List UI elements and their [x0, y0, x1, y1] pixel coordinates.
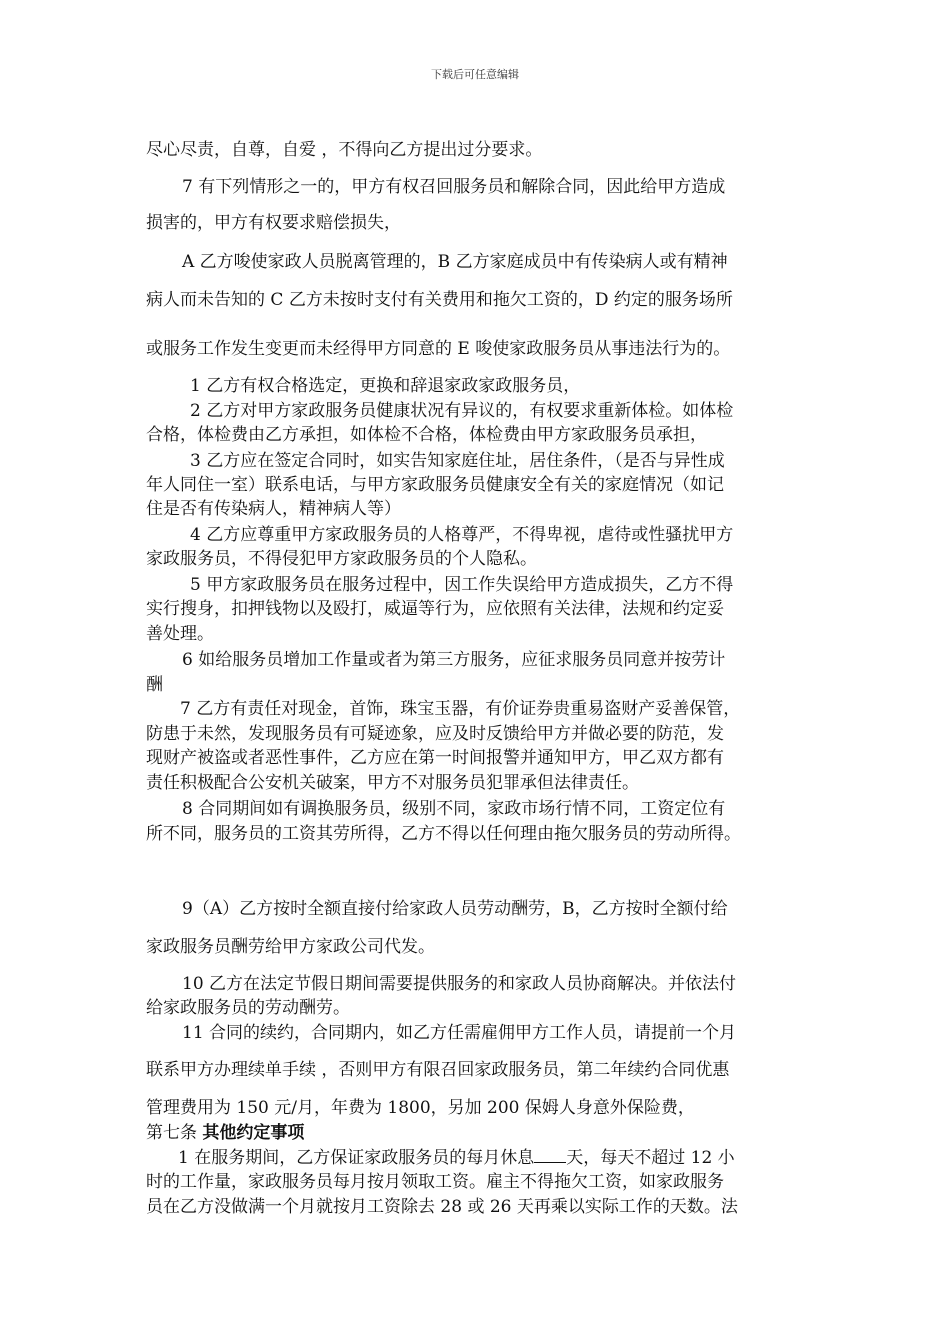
text-line: 2 乙方对甲方家政服务员健康状况有异议的，有权要求重新体检。如体检: [190, 401, 734, 421]
text-line: 10 乙方在法定节假日期间需要提供服务的和家政人员协商解决。并依法付: [182, 974, 737, 994]
text-line: 善处理。: [146, 624, 214, 644]
text-line: 年人同住一室）联系电话，与甲方家政服务员健康安全有关的家庭情况（如记: [146, 475, 724, 495]
article-title: 其他约定事项: [202, 1123, 305, 1143]
text-line: 员在乙方没做满一个月就按月工资除去 28 或 26 天再乘以实际工作的天数。法: [146, 1197, 738, 1217]
text-line: 7 有下列情形之一的，甲方有权召回服务员和解除合同，因此给甲方造成: [182, 177, 726, 197]
text-line: [178, 1146, 735, 1170]
text-line: 尽心尽责，自尊，自爱 ，不得向乙方提出过分要求。: [146, 140, 543, 160]
text-line: 实行搜身，扣押钱物以及殴打，威逼等行为，应依照有关法律，法规和约定妥: [146, 599, 724, 619]
blank-field: [534, 1146, 566, 1163]
text-line: 家政服务员，不得侵犯甲方家政服务员的个人隐私。: [146, 549, 537, 569]
text-line: 11 合同的续约，合同期内，如乙方任需雇佣甲方工作人员，请提前一个月: [182, 1023, 737, 1043]
text-line: 4 乙方应尊重甲方家政服务员的人格尊严，不得卑视，虐待或性骚扰甲方: [190, 525, 734, 545]
text-line: A 乙方唆使家政人员脱离管理的，B 乙方家庭成员中有传染病人或有精神: [182, 252, 728, 272]
text-line: 管理费用为 150 元/月，年费为 1800，另加 200 保姆人身意外保险费，: [146, 1098, 695, 1118]
text-line: 酬: [146, 675, 163, 695]
page-header: 下载后可任意编辑: [431, 68, 519, 81]
text-line: 所不同，服务员的工资其劳所得，乙方不得以任何理由拖欠服务员的劳动所得。: [146, 824, 741, 844]
text-line: 住是否有传染病人，精神病人等）: [146, 499, 401, 519]
text-line: 现财产被盗或者恶性事件，乙方应在第一时间报警并通知甲方，甲乙双方都有: [146, 748, 724, 768]
text-line: 病人而未告知的 C 乙方未按时支付有关费用和拖欠工资的，D 约定的服务场所: [146, 290, 733, 310]
text-line: 5 甲方家政服务员在服务过程中，因工作失误给甲方造成损失，乙方不得: [190, 575, 734, 595]
text-line: 防患于未然，发现服务员有可疑迹象，应及时反馈给甲方并做必要的防范，发: [146, 724, 724, 744]
text-line: 1 乙方有权合格选定，更换和辞退家政家政服务员，: [190, 376, 581, 396]
text-line: 7 乙方有责任对现金，首饰，珠宝玉器，有价证券贵重易盗财产妥善保管，: [180, 699, 741, 719]
text-line: 联系甲方办理续单手续 ，否则甲方有限召回家政服务员，第二年续约合同优惠: [146, 1060, 730, 1080]
text-line: 3 乙方应在签定合同时，如实告知家庭住址，居住条件，（是否与异性成: [190, 451, 725, 471]
text-line: 合格，体检费由乙方承担，如体检不合格，体检费由甲方家政服务员承担，: [146, 425, 707, 445]
text-line: 损害的，甲方有权要求赔偿损失，: [146, 213, 401, 233]
text-segment: 天，每天不超过 12 小: [566, 1148, 735, 1168]
article-heading: [146, 1121, 304, 1145]
text-line: 6 如给服务员增加工作量或者为第三方服务，应征求服务员同意并按劳计: [182, 650, 726, 670]
text-line: 8 合同期间如有调换服务员，级别不同，家政市场行情不同，工资定位有: [182, 799, 726, 819]
text-line: 或服务工作发生变更而未经得甲方同意的 E 唆使家政服务员从事违法行为的。: [146, 339, 731, 359]
article-prefix: 第七条: [146, 1123, 203, 1143]
text-segment: 1 在服务期间，乙方保证家政服务员的每月休息: [178, 1148, 535, 1168]
text-line: 给家政服务员的劳动酬劳。: [146, 998, 350, 1018]
text-line: 责任积极配合公安机关破案，甲方不对服务员犯罪承但法律责任。: [146, 773, 639, 793]
text-line: 时的工作量，家政服务员每月按月领取工资。雇主不得拖欠工资，如家政服务: [146, 1172, 724, 1192]
text-line: 9（A）乙方按时全额直接付给家政人员劳动酬劳，B，乙方按时全额付给: [182, 899, 728, 919]
text-line: 家政服务员酬劳给甲方家政公司代发。: [146, 937, 435, 957]
